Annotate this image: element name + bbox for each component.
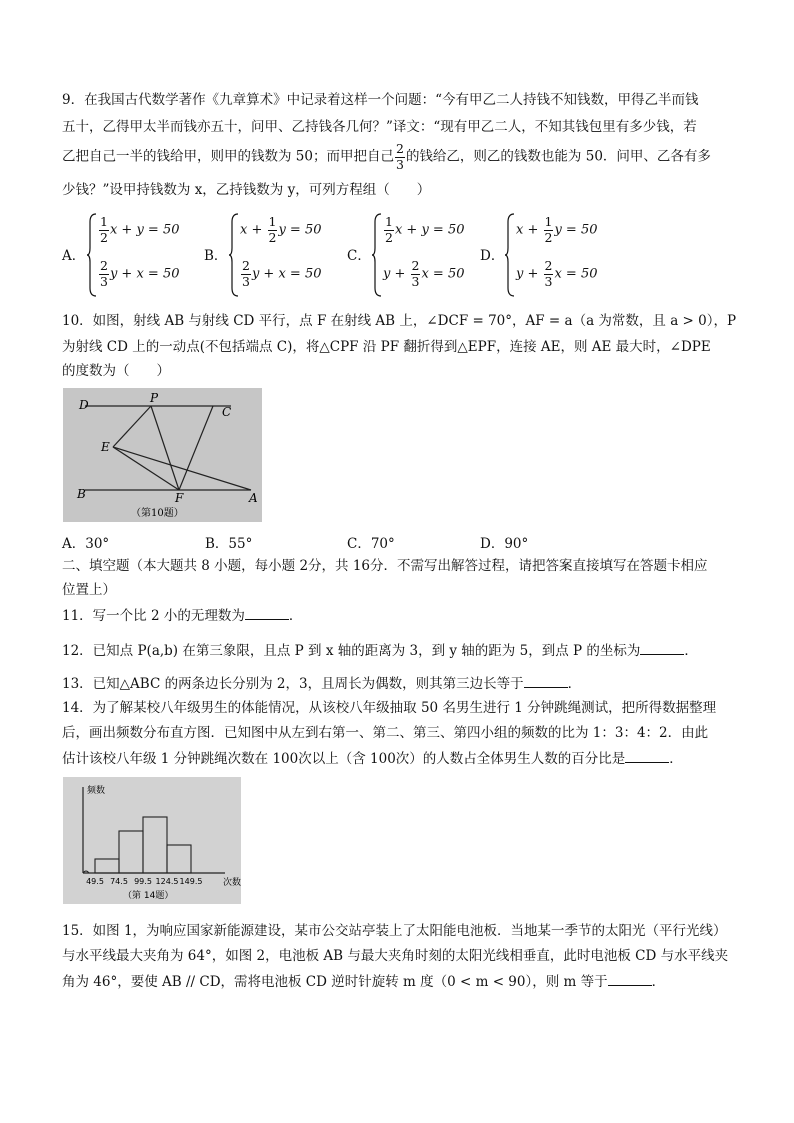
q10-label-c: C [222,405,232,419]
x-axis-label: 次数 [223,878,241,888]
q10-label-f: F [175,491,184,505]
answer-blank [608,971,652,986]
q9-option-a-label: A． [62,248,86,264]
q9-option-d-eq2: y + $\frac{2}{3}$ x = 50 [516,258,598,289]
q10-choice-b: B．55° [205,536,253,552]
section2-heading-line1: 二、填空题（本大题共 8 小题，每小题 2分，共 16分．不需写出解答过程，请把答案直接填写在答题卡相应 [62,558,708,574]
section2-heading-line2: 位置上） [62,582,116,598]
q9-option-c-eq2: y + $\frac{2}{3}$ x = 50 [383,258,465,289]
q10-line2: 为射线 CD 上的一动点(不包括端点 C)，将△CPF 沿 PF 翻折得到△EPF，连接 AE，则 AE 最大时，∠DPE [62,339,711,355]
x-tick-label: 49.5 [86,877,104,886]
brace-icon [228,212,240,298]
brace-icon [371,212,383,298]
q15-line3: 角为 46°，要使 AB // CD，需将电池板 CD 逆时针旋转 m 度（0 < m < 90），则 m 等于 ． [62,971,665,992]
q11: 11．写一个比 2 小的无理数为 ． [62,605,302,626]
brace-icon [504,212,516,298]
q9-option-b-system [228,212,338,298]
q9-option-b-eq1: x + $\frac{1}{2}$ y = 50 [240,214,322,245]
q14-caption: （第 14题） [123,891,174,901]
q9-line1: 9．在我国古代数学著作《九章算术》中记录着这样一个问题：“今有甲乙二人持钱不知钱数，甲得乙半而钱 [62,92,699,108]
q15-line2: 与水平线最大夹角为 64°，如图 2，电池板 AB 与最大夹角时刻的太阳光线相垂直，此时电池板 CD 与水平线夹 [62,948,729,964]
q9-option-b-label: B． [204,248,228,264]
answer-blank [524,673,568,688]
q10-choice-d: D．90° [480,536,529,552]
q13: 13．已知△ABC 的两条边长分别为 2，3，且周长为偶数，则其第三边长等于 ． [62,673,581,694]
q10-choice-c: C．70° [347,536,395,552]
q9-option-d-system [504,212,614,298]
q10-line3: 的度数为（ ） [62,363,170,379]
q9-line3 [62,143,711,171]
q9-option-a-eq2: $\frac{2}{3}$ y + x = 50 [100,258,180,289]
q10-line1: 10．如图，射线 AB 与射线 CD 平行，点 F 在射线 AB 上，∠DCF = 70°，AF = a（a 为常数，且 a > 0），P [62,313,737,329]
q10-label-d: D [79,398,89,412]
q9-option-a-eq1: $\frac{1}{2}$ x + y = 50 [100,214,180,245]
q10-choice-a: A．30° [62,536,110,552]
q12: 12．已知点 P(a,b) 在第三象限，且点 P 到 x 轴的距离为 3，到 y 轴的距为 5，到点 P 的坐标为 ． [62,640,698,661]
q10-label-b: B [77,487,86,501]
answer-blank [640,640,684,655]
x-tick-label: 149.5 [179,877,203,886]
q14-line1: 14．为了解某校八年级男生的体能情况，从该校八年级抽取 50 名男生进行 1 分钟跳绳测试，把所得数据整理 [62,700,717,716]
q10-figure [63,388,262,522]
q10-caption: （第10题） [131,508,184,519]
q9-line4: 少钱？”设甲持钱数为 x，乙持钱数为 y，可列方程组（ ） [62,182,431,198]
q10-label-p: P [150,391,159,405]
q14-line3: 估计该校八年级 1 分钟跳绳次数在 100次以上（含 100次）的人数占全体男生人数的百分比是 ． [62,748,683,769]
x-tick-label: 124.5 [155,877,179,886]
q9-option-c-eq1: $\frac{1}{2}$ x + y = 50 [385,214,465,245]
q14-histogram [63,777,241,904]
brace-icon [86,212,98,298]
q9-line3-a: 乙把自己一半的钱给甲，则甲的钱数为 50；而甲把自己 [62,148,394,165]
q10-label-e: E [101,440,110,454]
q9-option-d-eq1: x + $\frac{1}{2}$ y = 50 [516,214,598,245]
q9-line2: 五十，乙得甲太半而钱亦五十，问甲、乙持钱各几何？”译文：“现有甲乙二人，不知其钱包里有多少钱，若 [62,119,697,135]
q14-line2: 后，画出频数分布直方图．已知图中从左到右第一、第二、第三、第四小组的频数的比为 1：3：4：2．由此 [62,725,709,741]
q9-option-c-system [371,212,481,298]
q9-option-c-label: C． [347,248,371,264]
answer-blank [625,748,669,763]
q9-fraction: $\frac{2}{3}$ [395,141,404,172]
q9-option-d-label: D． [480,248,505,264]
x-tick-label: 99.5 [134,877,152,886]
q9-line3-b: 的钱给乙，则乙的钱数也能为 50．问甲、乙各有多 [405,148,711,165]
q15-line1: 15．如图 1，为响应国家新能源建设，某市公交站亭装上了太阳能电池板．当地某一季节的太阳光（平行光线） [62,923,727,939]
q10-label-a: A [249,491,258,505]
y-axis-label: 频数 [87,786,106,796]
q9-option-b-eq2: $\frac{2}{3}$ y + x = 50 [242,258,322,289]
q9-option-a-system [86,212,196,298]
answer-blank [245,605,289,620]
x-tick-label: 74.5 [110,877,128,886]
